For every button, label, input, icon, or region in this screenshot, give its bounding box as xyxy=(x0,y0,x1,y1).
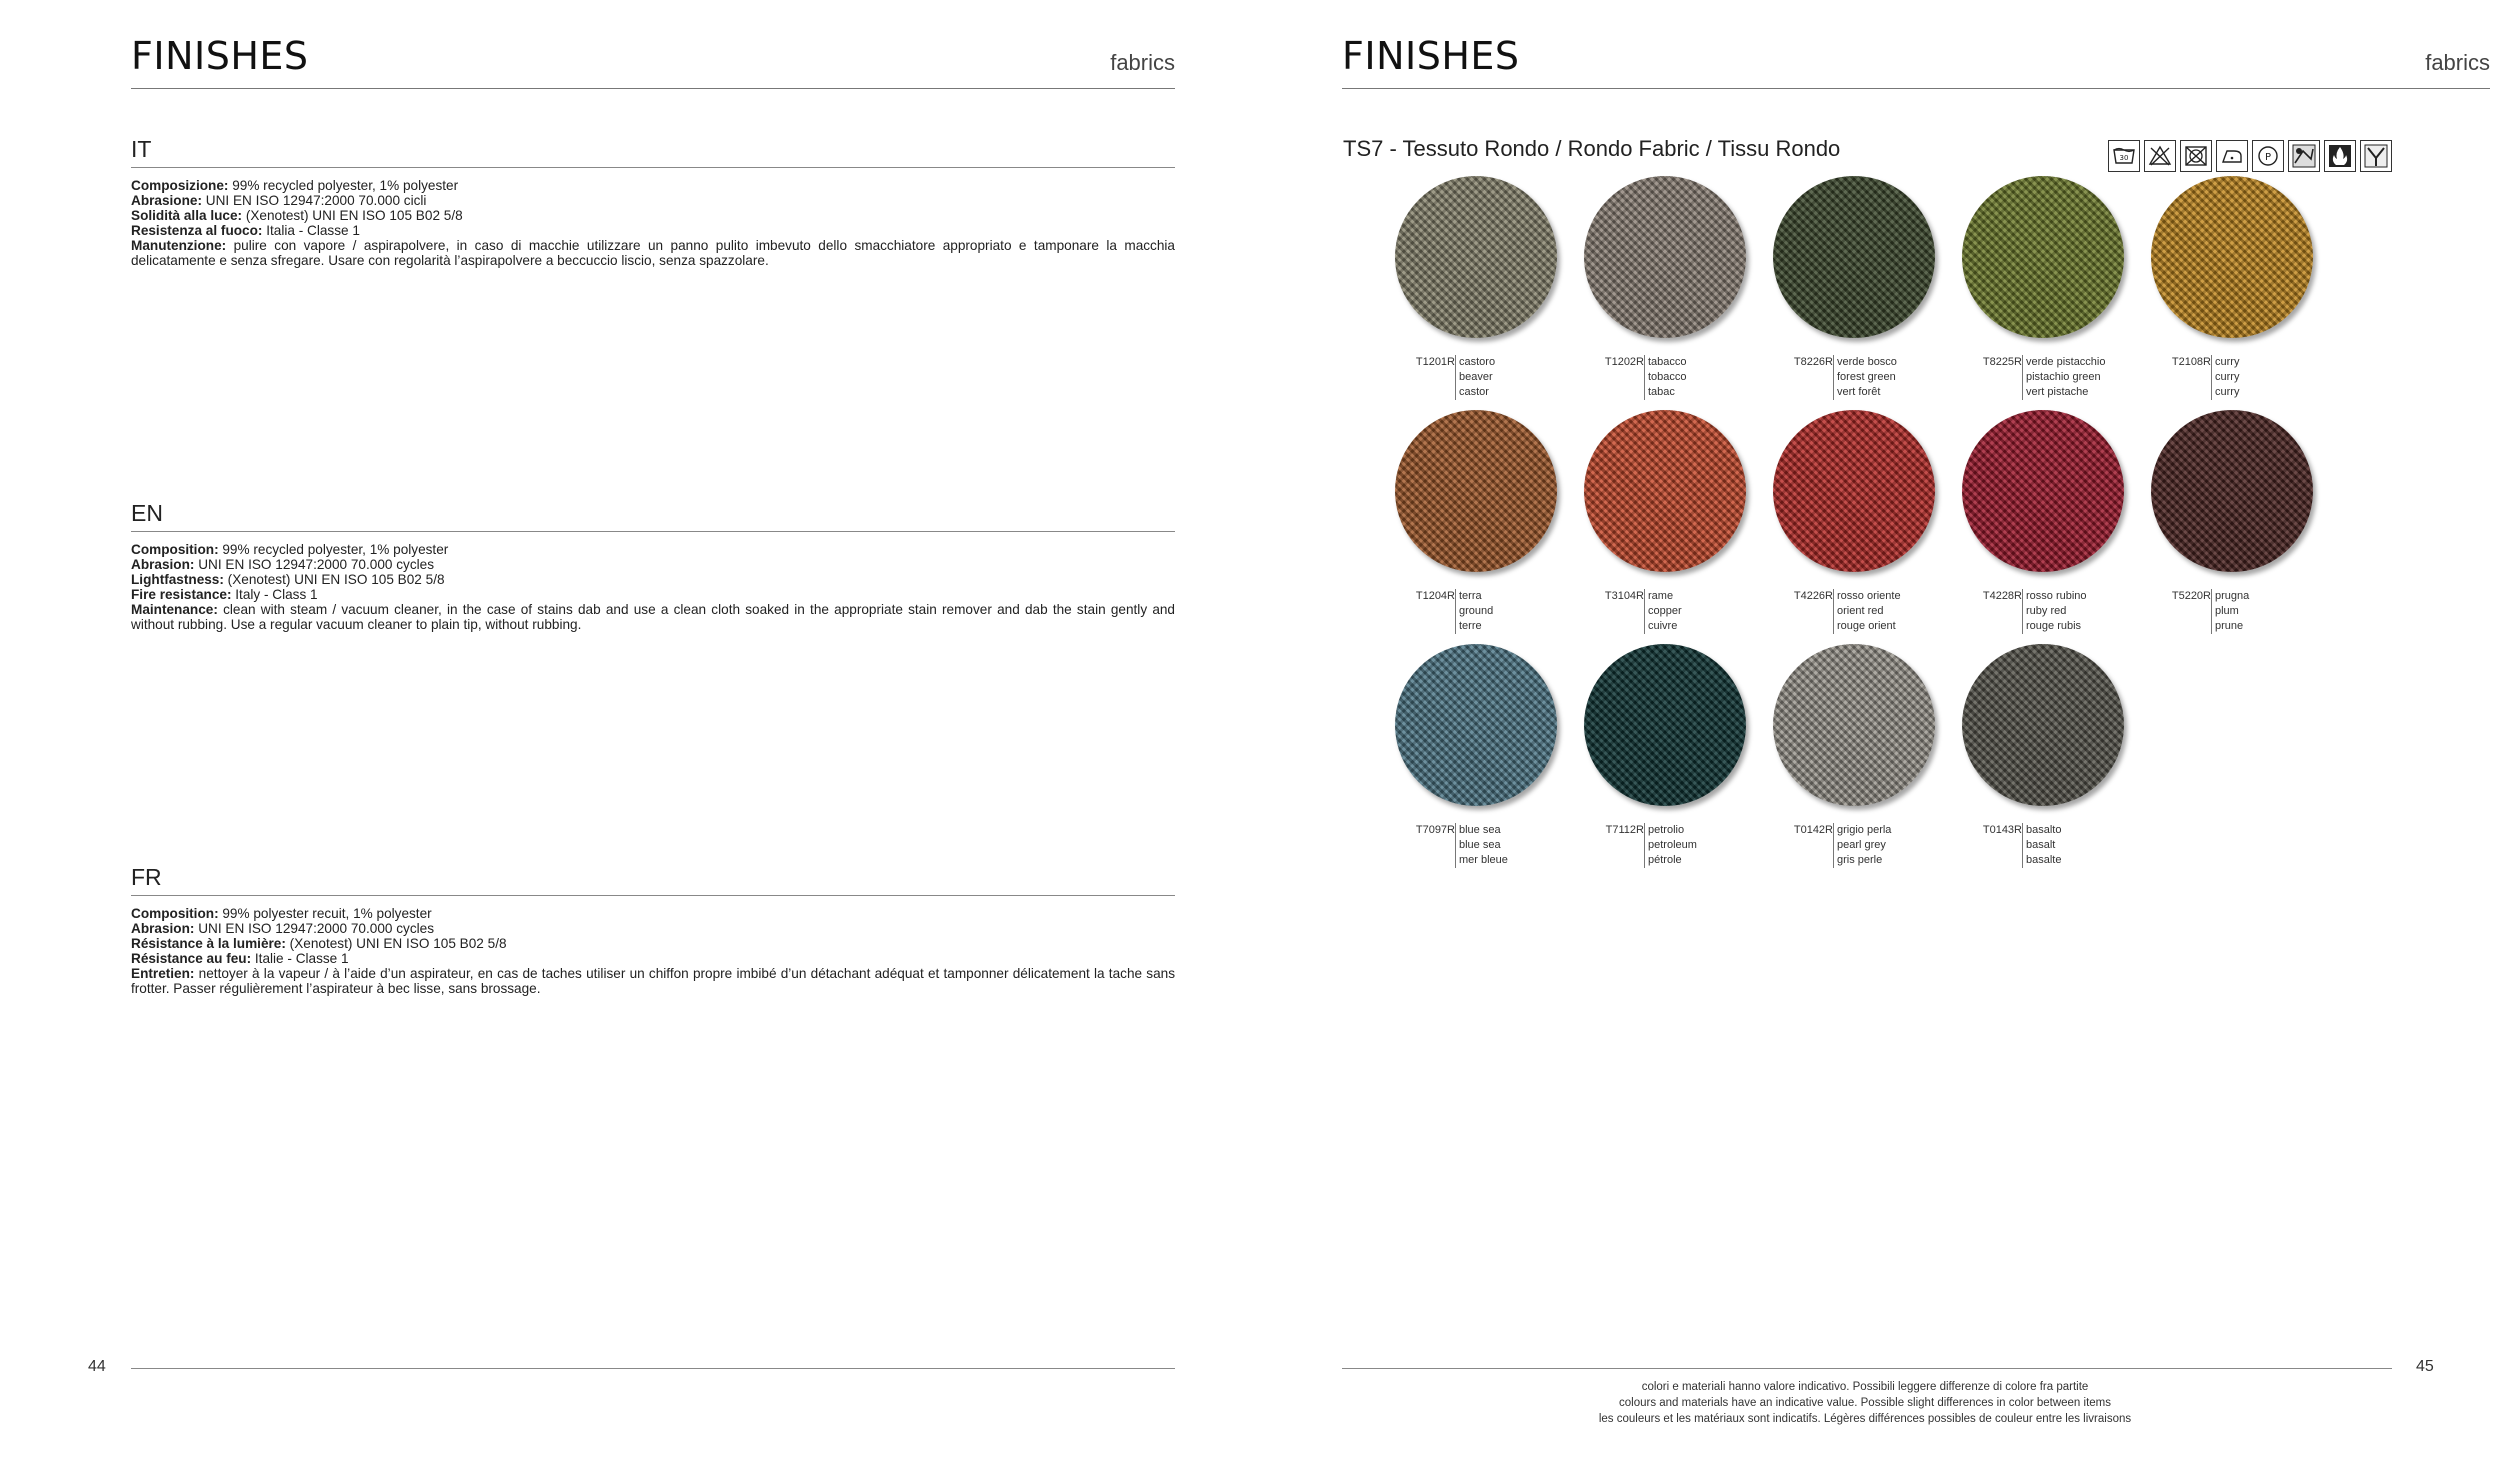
martindale-icon xyxy=(2288,140,2320,172)
spec-value: UNI EN ISO 12947:2000 70.000 cycles xyxy=(194,557,434,572)
header-divider xyxy=(1342,88,2490,89)
spec-label: Resistenza al fuoco: xyxy=(131,223,263,238)
swatch-code: T1202R xyxy=(1604,356,1644,368)
wash-30-icon xyxy=(2108,140,2140,172)
disclaimer-line: colori e materiali hanno valore indicativo. Possibili leggere differenze di colore fra partite xyxy=(1641,1381,2089,1393)
swatch-name-en: plum xyxy=(2215,605,2239,617)
swatch-sample xyxy=(1584,644,1746,806)
spec-label: Composizione: xyxy=(131,178,229,193)
section-divider xyxy=(131,167,1175,168)
swatch-name-en: copper xyxy=(1648,605,1682,617)
swatch-name-fr: terre xyxy=(1459,620,1482,632)
disclaimer-line: colours and materials have an indicative value. Possible slight differences in color between items xyxy=(1619,1397,2111,1409)
swatch-name-fr: pétrole xyxy=(1648,854,1682,866)
swatch-names xyxy=(1833,355,1897,400)
swatch-sample xyxy=(1962,410,2124,572)
swatch-code: T7097R xyxy=(1415,824,1455,836)
swatch-code: T2108R xyxy=(2171,356,2211,368)
swatch-sample xyxy=(1584,410,1746,572)
swatch-name-it: verde bosco xyxy=(1837,356,1897,368)
swatch-name-it: tabacco xyxy=(1648,356,1687,368)
spec-label: Abrasion: xyxy=(131,921,195,936)
swatch-name-fr: curry xyxy=(2215,386,2240,398)
spec-label: Résistance à la lumière: xyxy=(131,936,286,951)
swatch-names xyxy=(1644,355,1687,400)
flame-retardant-icon xyxy=(2324,140,2356,172)
svg-text:P: P xyxy=(2264,152,2272,163)
swatch-name-it: verde pistacchio xyxy=(2026,356,2106,368)
swatch-names xyxy=(2211,589,2249,634)
swatch-sample xyxy=(2151,176,2313,338)
swatch-sample xyxy=(1773,176,1935,338)
swatch-code: T8225R xyxy=(1982,356,2022,368)
swatch-sample xyxy=(1395,410,1557,572)
swatch-sample xyxy=(1395,176,1557,338)
section-body xyxy=(131,542,1175,632)
swatch-code: T3104R xyxy=(1604,590,1644,602)
swatch-name-it: grigio perla xyxy=(1837,824,1892,836)
page-subtitle: fabrics xyxy=(1110,50,1175,75)
swatch-name-fr: rouge rubis xyxy=(2026,620,2082,632)
section-heading: FR xyxy=(131,864,162,890)
page-title: FINISHES xyxy=(1342,34,1520,78)
spec-label: Abrasion: xyxy=(131,557,195,572)
svg-text:30: 30 xyxy=(2119,154,2129,162)
header-divider xyxy=(131,88,1175,89)
swatch-name-en: ground xyxy=(1459,605,1494,617)
swatch-names xyxy=(1833,823,1891,868)
swatch-name-fr: gris perle xyxy=(1837,854,1883,866)
swatch-code: T7112R xyxy=(1605,824,1644,836)
swatch-name-en: tobacco xyxy=(1648,371,1687,383)
spec-label: Composition: xyxy=(131,542,219,557)
footer-divider xyxy=(131,1368,1175,1369)
disclaimer xyxy=(1330,1379,2400,1427)
page-number: 44 xyxy=(88,1358,106,1375)
section-heading: EN xyxy=(131,500,163,526)
swatch-name-en: forest green xyxy=(1837,371,1896,383)
no-bleach-icon xyxy=(2144,140,2176,172)
page-subtitle: fabrics xyxy=(2425,50,2490,75)
swatch-sample xyxy=(1584,176,1746,338)
swatch-names xyxy=(2022,589,2087,634)
section-fr xyxy=(131,864,1175,996)
swatch-name-fr: vert pistache xyxy=(2026,386,2089,398)
spec-value: UNI EN ISO 12947:2000 70.000 cycles xyxy=(194,921,434,936)
swatch-name-it: rame xyxy=(1648,590,1674,602)
swatch-name-it: rosso rubino xyxy=(2026,590,2087,602)
disclaimer-line: les couleurs et les matériaux sont indicatifs. Légères différences possibles de couleur entre les livraisons xyxy=(1598,1413,2132,1425)
spec-value: Italy - Class 1 xyxy=(231,587,318,602)
spec-label: Résistance au feu: xyxy=(131,951,252,966)
no-tumble-dry-icon xyxy=(2180,140,2212,172)
spec-label: Maintenance: xyxy=(131,602,218,617)
swatch-code: T4226R xyxy=(1793,590,1833,602)
swatch-name-en: ruby red xyxy=(2026,605,2067,617)
spec-value: 99% recycled polyester, 1% polyester xyxy=(228,178,459,193)
page-title: FINISHES xyxy=(131,34,309,78)
spec-value: clean with steam / vacuum cleaner, in the case of stains dab and use a clean cloth soaked in the appropriate stain remover and dab the stain gently and without rubbing. Use a regular vacuum cleaner to plain tip, without rubbing. xyxy=(131,602,1175,632)
dry-clean-p-icon xyxy=(2252,140,2284,172)
spec-value: 99% polyester recuit, 1% polyester xyxy=(218,906,432,921)
spec-value: pulire con vapore / aspirapolvere, in caso di macchie utilizzare un panno pulito imbevuto dello smacchiatore appropriato e tamponare la macchia delicatamente e senza sfregare. Usare con regolarità l’aspirapolvere a beccuccio liscio, senza spazzolare. xyxy=(131,238,1175,268)
swatch-names xyxy=(2022,823,2061,868)
swatch-name-en: beaver xyxy=(1459,371,1493,383)
page-number: 45 xyxy=(2416,1358,2434,1375)
swatch-name-en: orient red xyxy=(1837,605,1884,617)
spec-value: (Xenotest) UNI EN ISO 105 B02 5/8 xyxy=(223,572,445,587)
spec-value: UNI EN ISO 12947:2000 70.000 cicli xyxy=(202,193,427,208)
section-body xyxy=(131,906,1175,996)
swatch-name-en: pistachio green xyxy=(2026,371,2101,383)
spec-value: (Xenotest) UNI EN ISO 105 B02 5/8 xyxy=(285,936,507,951)
swatch-sample xyxy=(2151,410,2313,572)
swatch-name-en: blue sea xyxy=(1459,839,1501,851)
swatch-names xyxy=(1455,589,1493,634)
section-body xyxy=(131,178,1175,268)
swatch-code: T0143R xyxy=(1982,824,2022,836)
swatch-name-fr: vert forêt xyxy=(1837,386,1881,398)
swatch-code: T8226R xyxy=(1793,356,1833,368)
spec-value: nettoyer à la vapeur / à l’aide d’un aspirateur, en cas de taches utiliser un chiffon propre imbibé d’un détachant adéquat et tamponner délicatement la tache sans frotter. Passer régulièrement l’aspirateur à bec lisse, sans brossage. xyxy=(131,966,1175,996)
swatch-sample xyxy=(1773,644,1935,806)
care-icons xyxy=(2108,140,2392,172)
swatch-name-en: curry xyxy=(2215,371,2240,383)
spec-label: Lightfastness: xyxy=(131,572,224,587)
section-en xyxy=(131,500,1175,632)
swatch-name-it: petrolio xyxy=(1648,824,1685,836)
spec-value: 99% recycled polyester, 1% polyester xyxy=(218,542,449,557)
swatch-name-it: basalto xyxy=(2026,824,2062,836)
section-divider xyxy=(131,531,1175,532)
swatch-name-it: prugna xyxy=(2215,590,2250,602)
swatch-sample xyxy=(1395,644,1557,806)
swatch-names xyxy=(1833,589,1901,634)
spec-label: Abrasione: xyxy=(131,193,203,208)
swatch-name-en: pearl grey xyxy=(1837,839,1886,851)
swatch-name-it: castoro xyxy=(1459,356,1496,368)
recycled-icon xyxy=(2360,140,2392,172)
spec-value: (Xenotest) UNI EN ISO 105 B02 5/8 xyxy=(242,208,463,223)
swatch-names xyxy=(1644,589,1682,634)
swatch-names xyxy=(2211,355,2239,400)
swatch-names xyxy=(1455,355,1495,400)
spec-label: Entretien: xyxy=(131,966,195,981)
swatch-names xyxy=(1455,823,1508,868)
swatch-name-fr: castor xyxy=(1459,386,1489,398)
swatch-name-it: blue sea xyxy=(1459,824,1501,836)
swatch-code: T1201R xyxy=(1415,356,1455,368)
spec-value: Italia - Classe 1 xyxy=(262,223,360,238)
spec-value: Italie - Classe 1 xyxy=(251,951,349,966)
spec-label: Solidità alla luce: xyxy=(131,208,243,223)
swatch-sample xyxy=(1962,644,2124,806)
swatch-sample xyxy=(1962,176,2124,338)
swatch-code: T4228R xyxy=(1982,590,2022,602)
spec-label: Manutenzione: xyxy=(131,238,227,253)
swatch-name-en: petroleum xyxy=(1648,839,1697,851)
swatch-name-fr: cuivre xyxy=(1648,620,1678,632)
iron-low-icon xyxy=(2216,140,2248,172)
swatch-name-fr: basalte xyxy=(2026,854,2062,866)
swatch-name-fr: prune xyxy=(2215,620,2244,632)
swatch-code: T5220R xyxy=(2171,590,2211,602)
swatch-name-it: rosso oriente xyxy=(1837,590,1901,602)
swatch-name-en: basalt xyxy=(2026,839,2056,851)
fabric-title: TS7 - Tessuto Rondo / Rondo Fabric / Tissu Rondo xyxy=(1343,136,1841,161)
swatch-code: T0142R xyxy=(1793,824,1833,836)
section-heading: IT xyxy=(131,136,152,162)
swatch-names xyxy=(2022,355,2106,400)
swatch-code: T1204R xyxy=(1415,590,1455,602)
spec-label: Fire resistance: xyxy=(131,587,232,602)
swatch-name-fr: mer bleue xyxy=(1459,854,1508,866)
section-it xyxy=(131,136,1175,268)
swatch-name-it: terra xyxy=(1459,590,1482,602)
swatch-name-it: curry xyxy=(2215,356,2240,368)
spec-label: Composition: xyxy=(131,906,219,921)
footer-divider xyxy=(1342,1368,2392,1369)
swatch-name-fr: rouge orient xyxy=(1837,620,1896,632)
swatch-names xyxy=(1644,823,1697,868)
section-divider xyxy=(131,895,1175,896)
swatch-sample xyxy=(1773,410,1935,572)
swatch-name-fr: tabac xyxy=(1648,386,1675,398)
